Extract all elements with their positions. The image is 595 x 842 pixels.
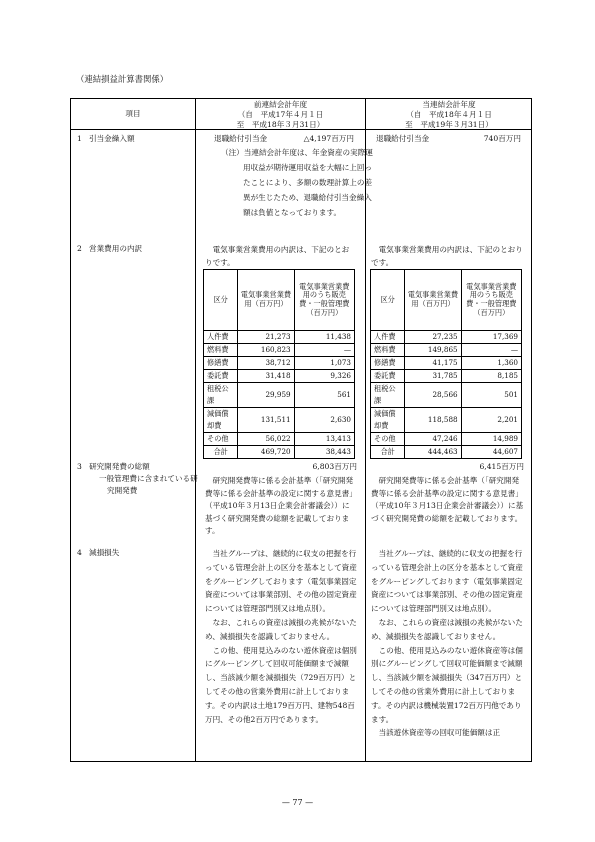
r3-curr-amount: 6,415百万円: [479, 462, 524, 471]
table-row: [371, 408, 522, 433]
table-row: [204, 344, 355, 357]
table-row: [204, 446, 355, 459]
prev-header-total: 電気事業営業費用（百万円）: [238, 270, 294, 331]
header-curr-period: [366, 100, 532, 130]
prev-item: 委託費: [204, 370, 238, 383]
prev-expense-table: [203, 269, 355, 459]
header-curr-title: 当連結会計年度: [422, 100, 476, 109]
curr-total-value: 47,246: [405, 433, 461, 446]
prev-sales-value: 561: [294, 383, 354, 408]
r4-prev-para-2: なお、これらの資産は減損の兆候がないため、減損損失を認識しておりません。: [205, 617, 357, 641]
prev-item: 燃料費: [204, 344, 238, 357]
row-3-number: 3: [77, 462, 82, 471]
curr-sales-value: 14,989: [461, 433, 521, 446]
r4-prev-para-3: この他、使用見込みのない遊休資産は個別にグルーピングして回収可能価額まで減額し、当該減少額を減損損失（729百万円）としてその他の営業外費用に計上しております。その内訳は土地179百万円、建物548百万円、その他2百万円であります。: [205, 645, 357, 724]
header-item: 項目: [125, 109, 141, 118]
curr-item: その他: [371, 433, 405, 446]
table-row: [371, 370, 522, 383]
row-3-title: 研究開発費の総額: [89, 462, 150, 471]
curr-item: 租税公課: [371, 383, 405, 408]
table-row: [204, 433, 355, 446]
r3-curr-text: 研究開発費等に係る会計基準（「研究開発費等に係る会計基準の設定に関する意見書」（平成10年３月13日企業会計審議会））に基づく研究開発費の総額を記載しております。: [371, 476, 524, 523]
curr-header-sales: 電気事業営業費用のうち販売費・一般管理費（百万円）: [461, 270, 521, 331]
prev-total-value: 469,720: [238, 446, 294, 459]
r4-curr-para-4: 当該遊休資産等の回収可能価額は正: [378, 728, 501, 738]
curr-total-value: 118,588: [405, 408, 461, 433]
table-row: [204, 408, 355, 433]
curr-expense-table: [370, 269, 522, 459]
row-4-title: 減損損失: [89, 548, 120, 557]
curr-total-value: 31,785: [405, 370, 461, 383]
r1-prev-note: （注）当連結会計年度は、年金資産の実際運用収益が期待運用収益を大幅に上回ったことにより、多額の数理計算上の差異が生じたため、退職給付引当金繰入額は負値となっております。: [221, 148, 373, 217]
r1-prev-label: 退職給付引当金: [214, 134, 268, 143]
r4-prev-text: [205, 547, 357, 726]
prev-sales-value: 11,438: [294, 331, 354, 344]
r2-curr-intro: 電気事業営業費用の内訳は、下記のとおりです。: [371, 245, 523, 267]
notes-table: [70, 98, 532, 762]
curr-item: 燃料費: [371, 344, 405, 357]
curr-sales-value: —: [461, 344, 521, 357]
header-prev-title: 前連結会計年度: [253, 100, 308, 109]
prev-sales-value: 9,326: [294, 370, 354, 383]
curr-item: 人件費: [371, 331, 405, 344]
curr-sales-value: 501: [461, 383, 521, 408]
prev-total-value: 56,022: [238, 433, 294, 446]
curr-item: 減価償却費: [371, 408, 405, 433]
prev-total-value: 31,418: [238, 370, 294, 383]
r3-prev-amount: 6,803百万円: [312, 462, 357, 471]
r4-curr-para-1: 当社グループは、継続的に収支の把握を行っている管理会計上の区分を基本として資産をグルーピングしております（電気事業固定資産については事業部別、その他の固定資産については管理部門別又は地点別）。: [371, 549, 523, 614]
r4-curr-para-2: なお、これらの資産は減損の兆候がないため、減損損失を認識しておりません。: [371, 617, 523, 641]
r4-curr-text: [371, 547, 525, 740]
table-row: [204, 383, 355, 408]
row-4-number: 4: [77, 548, 82, 557]
table-row: [371, 357, 522, 370]
table-row: [204, 357, 355, 370]
page-number: — 77 —: [281, 798, 314, 807]
prev-total-value: 38,712: [238, 357, 294, 370]
header-prev-from: （自 平成17年４月１日: [237, 109, 324, 119]
curr-total-value: 41,175: [405, 357, 461, 370]
table-row: [371, 344, 522, 357]
header-prev-period: [196, 100, 365, 130]
prev-item: 人件費: [204, 331, 238, 344]
curr-header-kubun: 区分: [371, 270, 405, 331]
prev-header-sales: 電気事業営業費用のうち販売費・一般管理費（百万円）: [294, 270, 354, 331]
prev-sales-value: 1,073: [294, 357, 354, 370]
table-row: [204, 331, 355, 344]
section-heading: （連結損益計算書関係）: [76, 74, 169, 84]
curr-item: 修繕費: [371, 357, 405, 370]
prev-total-value: 131,511: [238, 408, 294, 433]
prev-sales-value: —: [294, 344, 354, 357]
r1-curr-label: 退職給付引当金: [376, 134, 430, 143]
r3-prev-text: 研究開発費等に係る会計基準（「研究開発費等に係る会計基準の設定に関する意見書」（平成10年３月13日企業会計審議会））に基づく研究開発費の総額を記載しております。: [205, 476, 357, 535]
r4-prev-para-1: 当社グループは、継続的に収支の把握を行っている管理会計上の区分を基本として資産をグルーピングしております（電気事業固定資産については事業部別、その他の固定資産については管理部門別又は地点別）。: [205, 549, 357, 614]
header-prev-to: 至 平成18年３月31日）: [236, 119, 325, 129]
prev-total-value: 21,273: [238, 331, 294, 344]
prev-item: 租税公課: [204, 383, 238, 408]
curr-sales-value: 17,369: [461, 331, 521, 344]
prev-total-value: 29,959: [238, 383, 294, 408]
prev-item: 修繕費: [204, 357, 238, 370]
curr-sales-value: 1,360: [461, 357, 521, 370]
r2-prev-intro: 電気事業営業費用の内訳は、下記のとおりです。: [205, 245, 350, 267]
r4-curr-para-3: この他、使用見込みのない遊休資産等は個別にグルーピングして回収可能価額まで減額し、当該減少額を減損損失（347百万円）としてその他の営業外費用に計上しております。その内訳は機械装置172百万円他であります。: [371, 645, 523, 724]
r1-prev: [214, 133, 354, 144]
table-row: [371, 433, 522, 446]
curr-item: 合計: [371, 446, 405, 459]
table-row: [371, 383, 522, 408]
prev-item: その他: [204, 433, 238, 446]
row-2-number: 2: [77, 244, 82, 253]
table-row: [204, 370, 355, 383]
header-curr-from: （自 平成18年４月１日: [406, 109, 492, 119]
prev-item: 合計: [204, 446, 238, 459]
curr-item: 委託費: [371, 370, 405, 383]
table-row: [371, 446, 522, 459]
curr-sales-value: 8,185: [461, 370, 521, 383]
r1-curr: [376, 133, 521, 144]
row-1-title: 引当金繰入額: [89, 134, 135, 143]
row-1-number: 1: [77, 134, 82, 143]
prev-sales-value: 38,443: [294, 446, 354, 459]
curr-total-value: 28,566: [405, 383, 461, 408]
curr-sales-value: 2,201: [461, 408, 521, 433]
table-row: [371, 331, 522, 344]
col-divider-1: [195, 99, 196, 761]
prev-sales-value: 13,413: [294, 433, 354, 446]
r1-curr-amount: 740百万円: [483, 134, 521, 143]
curr-total-value: 444,463: [405, 446, 461, 459]
header-curr-to: 至 平成19年３月31日）: [405, 119, 493, 129]
prev-sales-value: 2,630: [294, 408, 354, 433]
curr-header-total: 電気事業営業費用（百万円）: [405, 270, 461, 331]
prev-item: 減価償却費: [204, 408, 238, 433]
curr-total-value: 149,865: [405, 344, 461, 357]
curr-total-value: 27,235: [405, 331, 461, 344]
prev-header-kubun: 区分: [204, 270, 238, 331]
r1-prev-amount: △4,197百万円: [303, 134, 354, 143]
curr-sales-value: 44,607: [461, 446, 521, 459]
row-2-title: 営業費用の内訳: [89, 244, 143, 253]
prev-total-value: 160,823: [238, 344, 294, 357]
row-3-sublabel: 一般管理費に含まれている研究開発費: [99, 474, 198, 495]
